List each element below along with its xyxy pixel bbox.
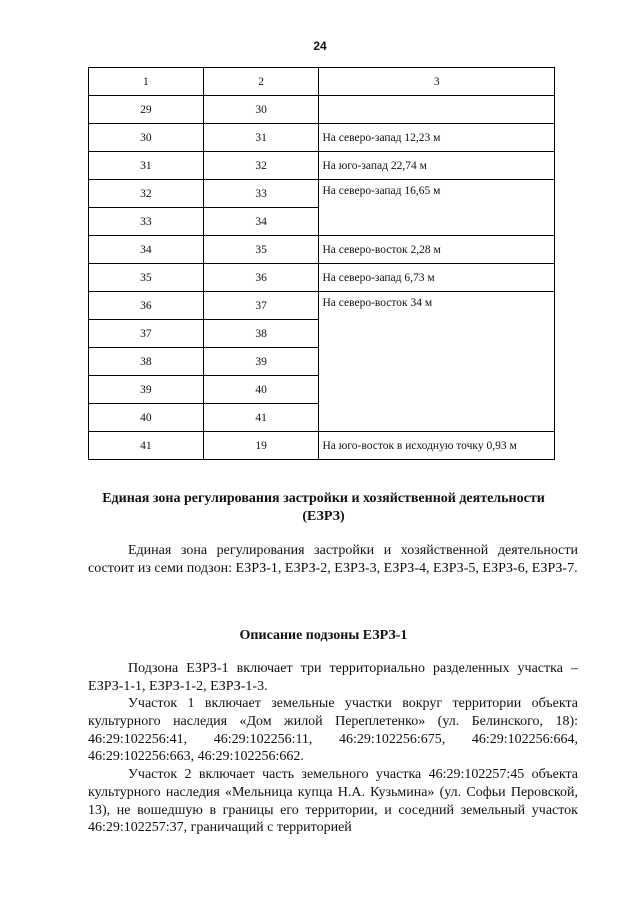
paragraph-subzone: Подзона ЕЗРЗ-1 включает три территориально разделенных участка – ЕЗРЗ-1-1, ЕЗРЗ-1-2, ЕЗРЗ-1-3. bbox=[88, 661, 578, 694]
page-number: 24 bbox=[313, 39, 327, 53]
point-from: 36 bbox=[89, 292, 204, 320]
coordinates-table bbox=[88, 67, 555, 460]
point-from: 41 bbox=[89, 432, 204, 460]
point-from: 33 bbox=[89, 208, 204, 236]
point-from: 30 bbox=[89, 124, 204, 152]
point-from: 34 bbox=[89, 236, 204, 264]
table-row bbox=[89, 96, 555, 124]
point-to: 37 bbox=[203, 292, 319, 320]
point-from: 37 bbox=[89, 320, 204, 348]
ezrz-intro-paragraph: Единая зона регулирования застройки и хозяйственной деятельности состоит из семи подзон: ЕЗРЗ-1, ЕЗРЗ-2, ЕЗРЗ-3, ЕЗРЗ-4, ЕЗРЗ-5, ЕЗРЗ-6, ЕЗРЗ-7. bbox=[88, 543, 578, 576]
point-to: 41 bbox=[203, 404, 319, 432]
direction-cell: На юго-запад 22,74 м bbox=[319, 152, 555, 180]
table-row bbox=[89, 124, 555, 152]
direction-cell bbox=[319, 96, 555, 124]
point-to: 38 bbox=[203, 320, 319, 348]
point-from: 29 bbox=[89, 96, 204, 124]
direction-cell: На северо-запад 12,23 м bbox=[319, 124, 555, 152]
direction-cell: На юго-восток в исходную точку 0,93 м bbox=[319, 432, 555, 460]
point-to: 34 bbox=[203, 208, 319, 236]
section-title-line: (ЕЗРЗ) bbox=[302, 509, 345, 524]
point-from: 40 bbox=[89, 404, 204, 432]
point-to: 33 bbox=[203, 180, 319, 208]
point-to: 39 bbox=[203, 348, 319, 376]
table-header-cell: 1 bbox=[89, 68, 204, 96]
point-to: 19 bbox=[203, 432, 319, 460]
point-from: 32 bbox=[89, 180, 204, 208]
table-header-cell: 2 bbox=[203, 68, 319, 96]
direction-cell: На северо-восток 34 м bbox=[319, 292, 555, 432]
point-to: 30 bbox=[203, 96, 319, 124]
table-row bbox=[89, 264, 555, 292]
paragraph-plot-2: Участок 2 включает часть земельного участка 46:29:102257:45 объекта культурного наследия «Мельница купца Н.А. Кузьмина» (ул. Софьи Перовской, 13), не вошедшую в границы его территории, и соседний земельный участок 46:29:102257:37, граничащий с территорией bbox=[88, 767, 578, 836]
direction-cell: На северо-восток 2,28 м bbox=[319, 236, 555, 264]
point-from: 38 bbox=[89, 348, 204, 376]
section-title-line: Единая зона регулирования застройки и хозяйственной деятельности bbox=[102, 491, 545, 506]
point-from: 39 bbox=[89, 376, 204, 404]
section-title-ezrz bbox=[70, 490, 577, 526]
table-row bbox=[89, 432, 555, 460]
point-to: 36 bbox=[203, 264, 319, 292]
table-row bbox=[89, 152, 555, 180]
point-to: 31 bbox=[203, 124, 319, 152]
table-row bbox=[89, 180, 555, 208]
table-header-cell: 3 bbox=[319, 68, 555, 96]
paragraph-plot-1: Участок 1 включает земельные участки вокруг территории объекта культурного наследия «Дом жилой Переплетенко» (ул. Белинского, 18): 46:29:102256:41, 46:29:102256:11, 46:29:102256:675, 46:29:102256:664, 46:29:102256:663, 46:29:102256:662. bbox=[88, 696, 578, 765]
point-to: 40 bbox=[203, 376, 319, 404]
table-header-row bbox=[89, 68, 555, 96]
table-row bbox=[89, 236, 555, 264]
section-title-ezrz-1: Описание подзоны ЕЗРЗ-1 bbox=[239, 628, 408, 643]
point-to: 35 bbox=[203, 236, 319, 264]
point-from: 35 bbox=[89, 264, 204, 292]
table-row bbox=[89, 292, 555, 320]
point-to: 32 bbox=[203, 152, 319, 180]
direction-cell: На северо-запад 16,65 м bbox=[319, 180, 555, 236]
direction-cell: На северо-запад 6,73 м bbox=[319, 264, 555, 292]
point-from: 31 bbox=[89, 152, 204, 180]
